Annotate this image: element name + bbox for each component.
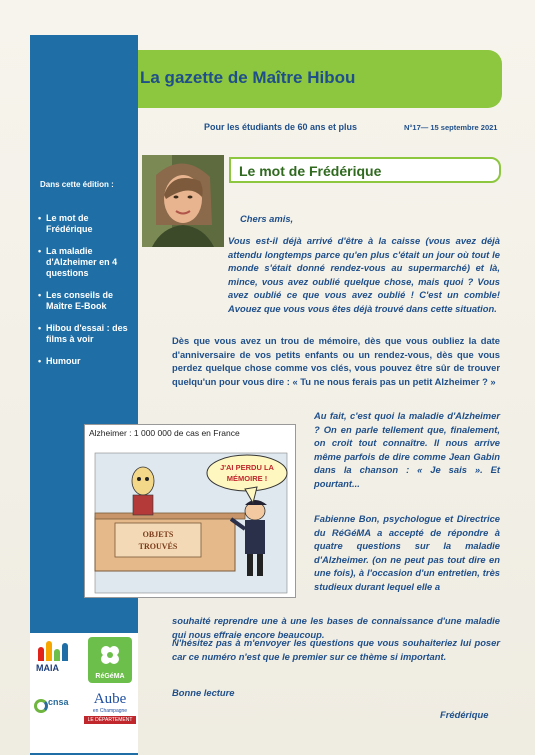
paragraph-2: Dès que vous avez un trou de mémoire, dès que vous oubliez la date d'anniversaire de vos petits enfants ou un rendez-vous, dès que vous perdez quelque chose comme vos clés, vous pouvez être sûr de trouver quelqu'un pour vous dire : « Tu ne nous ferais pas un petit Alzheimer ? »	[172, 335, 500, 387]
cnsa-logo: cnsa	[34, 697, 82, 727]
author-portrait	[142, 155, 224, 247]
toc-item-humour[interactable]: • Humour	[38, 356, 134, 367]
gazette-subtitle: Pour les étudiants de 60 ans et plus	[204, 122, 358, 132]
table-of-contents	[38, 213, 134, 378]
gazette-title: La gazette de Maître Hibou	[140, 68, 356, 87]
maia-logo: MAIA	[36, 639, 82, 683]
cartoon-caption: Alzheimer : 1 000 000 de cas en France	[89, 428, 240, 438]
edition-title: Dans cette édition :	[40, 180, 114, 189]
svg-text:TROUVÉS: TROUVÉS	[138, 542, 178, 551]
section-heading-text: Le mot de Frédérique	[239, 163, 382, 179]
paragraph-4: Fabienne Bon, psychologue et Directrice du RéGéMA a accepté de répondre à quatre questions sur la maladie d'Alzheimer. (on ne peut pas tout dire en une fois), à l'occasion d'un entretien, très studieux durant lequel elle a	[314, 513, 500, 592]
signature: Frédérique	[440, 709, 489, 720]
section-heading	[229, 157, 501, 183]
partner-logos	[30, 633, 138, 753]
alzheimer-cartoon	[84, 424, 296, 598]
paragraph-3: Au fait, c'est quoi la maladie d'Alzheimer ? On en parle tellement que, finalement, on croit tout connaître. Il nous arrive même parfois de dire comme Jean Gabin dans la chanson : « Je sais ». Et pourtant...	[314, 410, 500, 489]
svg-text:MÉMOIRE !: MÉMOIRE !	[226, 474, 268, 483]
greeting: Chers amis,	[240, 213, 294, 224]
issue-number: N°17— 15 septembre 2021	[404, 123, 498, 132]
paragraph-1: Vous est-il déjà arrivé d'être à la caisse (vous avez déjà attendu longtemps parce qu'en plus c'était un jour où tout le monde s'était donné rendez-vous au supermarché) et là, mince, vous avez oublié quelque chose, mais quoi ? Vous avez oublié ce que vous avez oublié ! C'est un comble! Avouez que vous vous êtes déjà trouvé dans cette situation.	[228, 235, 500, 314]
toc-item-mot-de-frederique[interactable]: • Le mot de Frédérique	[38, 213, 134, 235]
paragraph-6: N'hésitez pas à m'envoyer les questions que vous souhaiteriez lui poser car ce numéro n'est que le premier sur ce thème si important.	[172, 637, 500, 662]
paragraph-5: souhaité reprendre une à une les bases de connaissance d'une maladie qui nous effraie encore beaucoup.	[172, 615, 500, 640]
closing: Bonne lecture	[172, 687, 235, 698]
aube-logo: Aube en Champagne LE DÉPARTEMENT	[84, 691, 136, 735]
sidebar	[30, 35, 138, 755]
regema-logo: RéGéMA	[88, 637, 132, 683]
toc-item-alzheimer[interactable]: • La maladie d'Alzheimer en 4 questions	[38, 246, 134, 279]
svg-text:J'AI PERDU LA: J'AI PERDU LA	[220, 463, 274, 472]
toc-item-films[interactable]: • Hibou d'essai : des films à voir	[38, 323, 134, 345]
toc-item-conseils-ebook[interactable]: • Les conseils de Maître E-Book	[38, 290, 134, 312]
svg-text:OBJETS: OBJETS	[142, 530, 174, 539]
